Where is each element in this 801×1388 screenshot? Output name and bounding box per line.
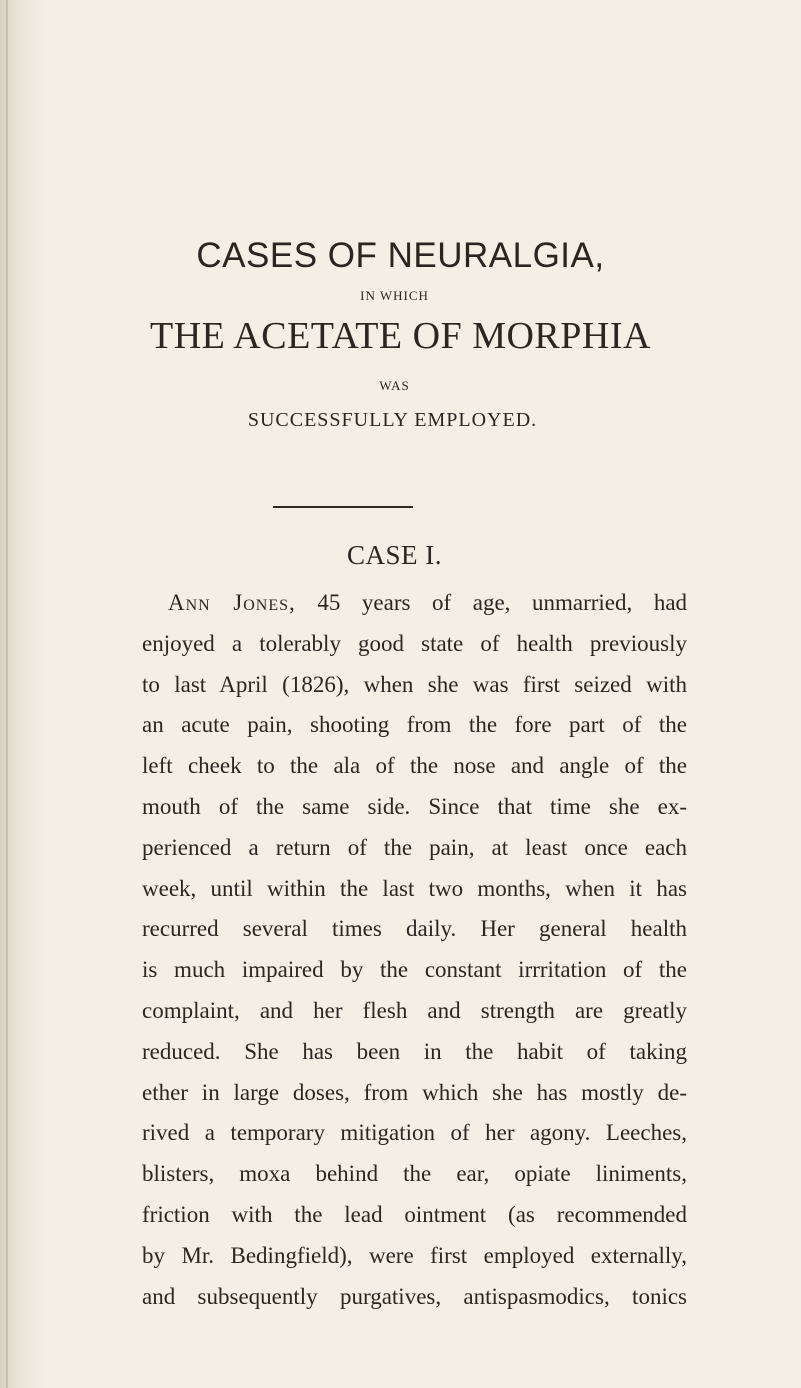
patient-name: Ann Jones, xyxy=(168,590,296,615)
case-body-text xyxy=(142,583,687,1317)
text-line: an acute pain, shooting from the fore part of the xyxy=(142,712,687,738)
text-line: recurred several times daily. Her general health xyxy=(142,916,687,942)
title-connector-in-which: IN WHICH xyxy=(360,288,429,303)
text-line-content: 45 years of age, unmarried, had xyxy=(317,590,688,615)
case-heading: CASE I. xyxy=(346,540,442,570)
section-divider-rule xyxy=(273,506,413,508)
text-line: complaint, and her flesh and strength are greatly xyxy=(142,997,687,1023)
text-line: ether in large doses, from which she has mostly de- xyxy=(142,1079,687,1105)
title-successfully-employed: SUCCESSFULLY EMPLOYED. xyxy=(247,409,538,431)
text-line: to last April (1826), when she was first seized with xyxy=(142,671,687,697)
text-line: mouth of the same side. Since that time she ex- xyxy=(142,793,687,819)
text-line: left cheek to the ala of the nose and angle of the xyxy=(142,753,687,779)
text-line: rived a temporary mitigation of her agony. Leeches, xyxy=(142,1120,687,1146)
text-line: enjoyed a tolerably good state of health previously xyxy=(142,630,687,656)
title-subject: THE ACETATE OF MORPHIA xyxy=(150,315,651,357)
text-line: blisters, moxa behind the ear, opiate liniments, xyxy=(142,1161,687,1187)
text-line xyxy=(142,583,687,624)
text-line: perienced a return of the pain, at least once each xyxy=(142,834,687,860)
title-connector-was: WAS xyxy=(379,378,410,393)
chapter-title: CASES OF NEURALGIA, xyxy=(196,236,605,275)
text-line: week, until within the last two months, when it has xyxy=(142,875,687,901)
text-line: reduced. She has been in the habit of taking xyxy=(142,1038,687,1064)
text-line: is much impaired by the constant irrritation of the xyxy=(142,957,687,983)
text-line: by Mr. Bedingfield), were first employed externally, xyxy=(142,1242,687,1268)
text-line: and subsequently purgatives, antispasmodics, tonics xyxy=(142,1283,687,1309)
text-line: friction with the lead ointment (as recommended xyxy=(142,1201,687,1227)
